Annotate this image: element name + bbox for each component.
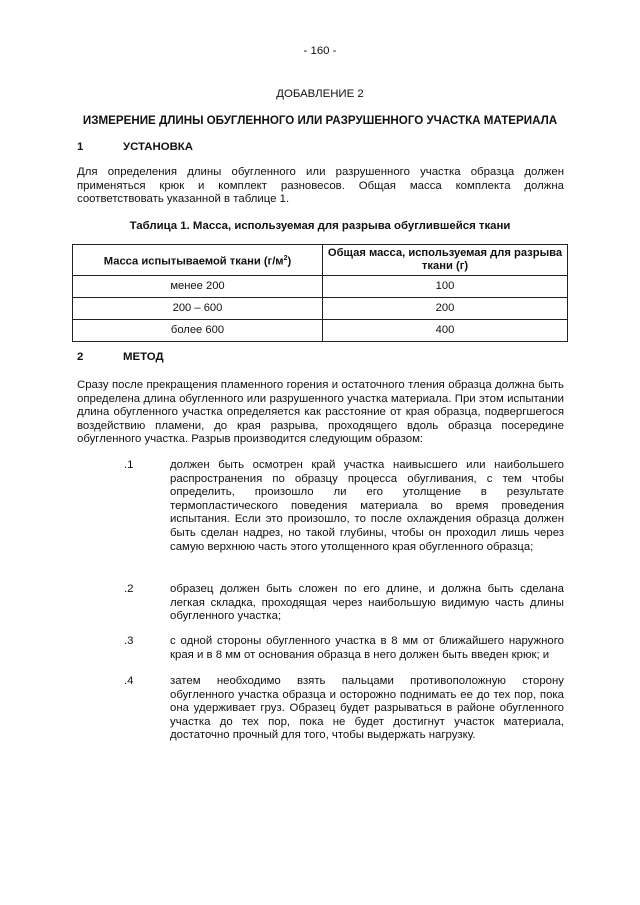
section-1-heading (77, 141, 193, 155)
document-title: ИЗМЕРЕНИЕ ДЛИНЫ ОБУГЛЕННОГО ИЛИ РАЗРУШЕННОГО УЧАСТКА МАТЕРИАЛА (82, 114, 558, 127)
list-item-index: .2 (124, 583, 134, 595)
list-item-index: .3 (124, 635, 134, 647)
section-1-text: Для определения длины обугленного или разрушенного участка образца должен применяться крюк и комплект разновесов. Общая масса комплекта должна соответствовать указанной в таблице 1. (77, 166, 564, 206)
table-cell-mass: менее 200 (73, 276, 323, 298)
table-row (73, 320, 568, 342)
table-header-total: Общая масса, используемая для разрыва ткани (г) (323, 245, 568, 276)
section-2-title: МЕТОД (123, 351, 164, 363)
list-item-index: .1 (124, 459, 134, 471)
list-item-index: .4 (124, 675, 134, 687)
list-item-text: образец должен быть сложен по его длине, и должна быть сделана легкая складка, проходящая через наибольшую видимую часть длины обугленного участка; (170, 583, 564, 623)
table-header-row (73, 245, 568, 276)
annex-label: ДОБАВЛЕНИЕ 2 (276, 88, 364, 100)
table-row (73, 276, 568, 298)
table-header-mass: Масса испытываемой ткани $(г/м^2)$ (73, 245, 323, 276)
section-2-heading (77, 351, 164, 365)
list-item-text: должен быть осмотрен край участка наивысшего или наибольшего распространения по образцу процесса обугливания, с тем чтобы определить, произошло ли его утолщение в результате термопластического поведения материала во время проведения испытания. Если это произошло, то после охлаждения образца должен быть сделан надрез, но такой глубины, чтобы он проходил лишь через самую верхнюю часть этого утолщенного края обугленного образца; (170, 459, 564, 553)
section-1-number: 1 (77, 141, 84, 153)
table-caption: Таблица 1. Масса, используемая для разрыва обуглившейся ткани (129, 220, 511, 232)
page-number: - 160 - (303, 45, 337, 57)
table-cell-total: 200 (323, 298, 568, 320)
superscript: 2 (283, 254, 288, 262)
section-2-text: Сразу после прекращения пламенного горения и остаточного тления образца должна быть определена длина обугленного или разрушенного участка материала. При этом испытании длина обугленного участка определяется как расстояние от края образца, подвергшегося воздействию пламени, до края разрыва, проходящего вдоль образца посередине обугленного участка. Разрыв производится следующим образом: (77, 379, 564, 446)
section-1-title: УСТАНОВКА (123, 141, 193, 153)
table-cell-mass: более 600 (73, 320, 323, 342)
table-cell-mass: 200 – 600 (73, 298, 323, 320)
section-2-number: 2 (77, 351, 84, 363)
list-item-text: с одной стороны обугленного участка в 8 мм от ближайшего наружного края и в 8 мм от основания образца в него должен быть введен крюк; и (170, 635, 564, 661)
list-item-text: затем необходимо взять пальцами противоположную сторону обугленного участка образца и осторожно поднимать ее до тех пор, пока она удерживает груз. Образец будет разрываться в районе обугленного участка до тех пор, пока не будет достигнут участок материала, достаточно прочный для того, чтобы выдержать нагрузку. (170, 675, 564, 742)
table-row (73, 298, 568, 320)
mass-table (72, 244, 568, 342)
table-cell-total: 100 (323, 276, 568, 298)
table-cell-total: 400 (323, 320, 568, 342)
